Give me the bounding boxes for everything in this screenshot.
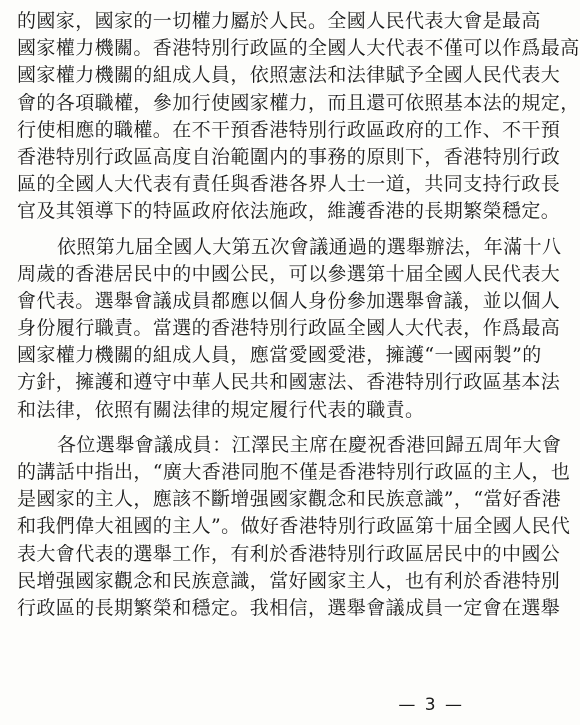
text-line: 國家權力機關。香港特別行政區的全國人大代表不僅可以作爲最高 xyxy=(17,37,580,60)
paragraph-2 xyxy=(17,234,562,424)
page-number: — 3 — xyxy=(398,695,464,715)
text-line: 依照第九届全國人大第五次會議通過的選舉辦法，年滿十八 xyxy=(57,235,562,258)
text-line: 行政區的長期繁榮和穩定。我相信，選舉會議成員一定會在選舉 xyxy=(17,596,561,619)
text-line: 會的各項職權，參加行使國家權力，而且還可依照基本法的規定， xyxy=(17,91,580,114)
text-line: 各位選舉會議成員：江澤民主席在慶祝香港回歸五周年大會 xyxy=(57,433,562,456)
text-line: 國家權力機關的組成人員，應當愛國愛港，擁護“一國兩製”的 xyxy=(17,344,542,367)
text-line: 香港特別行政區高度自治範圍内的事務的原則下，香港特別行政 xyxy=(17,145,561,168)
text-line: 方針，擁護和遵守中華人民共和國憲法、香港特別行政區基本法 xyxy=(17,371,561,394)
text-line: 行使相應的職權。在不干預香港特別行政區政府的工作、不干預 xyxy=(17,118,561,141)
text-line: 會代表。選舉會議成員都應以個人身份參加選舉會議，並以個人 xyxy=(17,289,561,312)
text-line: 身份履行職責。當選的香港特別行政區全國人大代表，作爲最高 xyxy=(17,317,561,340)
text-line: 官及其領導下的特區政府依法施政，維護香港的長期繁榮穩定。 xyxy=(17,200,561,223)
text-line: 的講話中指出，“廣大香港同胞不僅是香港特別行政區的主人，也 xyxy=(17,461,571,483)
paragraph-1 xyxy=(17,8,580,226)
text-line: 國家權力機關的組成人員，依照憲法和法律賦予全國人民代表大 xyxy=(17,64,561,87)
text-line: 的國家，國家的一切權力屬於人民。全國人民代表大會是最高 xyxy=(17,10,541,32)
text-line: 周歲的香港居民中的中國公民，可以參選第十届全國人民代表大 xyxy=(17,262,561,285)
text-line: 是國家的主人，應該不斷增强國家觀念和民族意識”，“當好香港 xyxy=(17,488,562,511)
text-line: 和我們偉大祖國的主人”。做好香港特別行政區第十届全國人民代 xyxy=(17,515,571,538)
paragraph-gap xyxy=(17,226,482,234)
paragraph-gap xyxy=(17,424,482,432)
text-line: 民增强國家觀念和民族意識，當好國家主人，也有利於香港特別 xyxy=(17,569,561,592)
paragraph-3 xyxy=(17,432,571,622)
text-line: 表大會代表的選舉工作，有利於香港特別行政區居民中的中國公 xyxy=(17,542,561,565)
text-line: 區的全國人大代表有責任與香港各界人士一道，共同支持行政長 xyxy=(17,173,561,196)
text-line: 和法律，依照有關法律的規定履行代表的職責。 xyxy=(17,398,425,421)
